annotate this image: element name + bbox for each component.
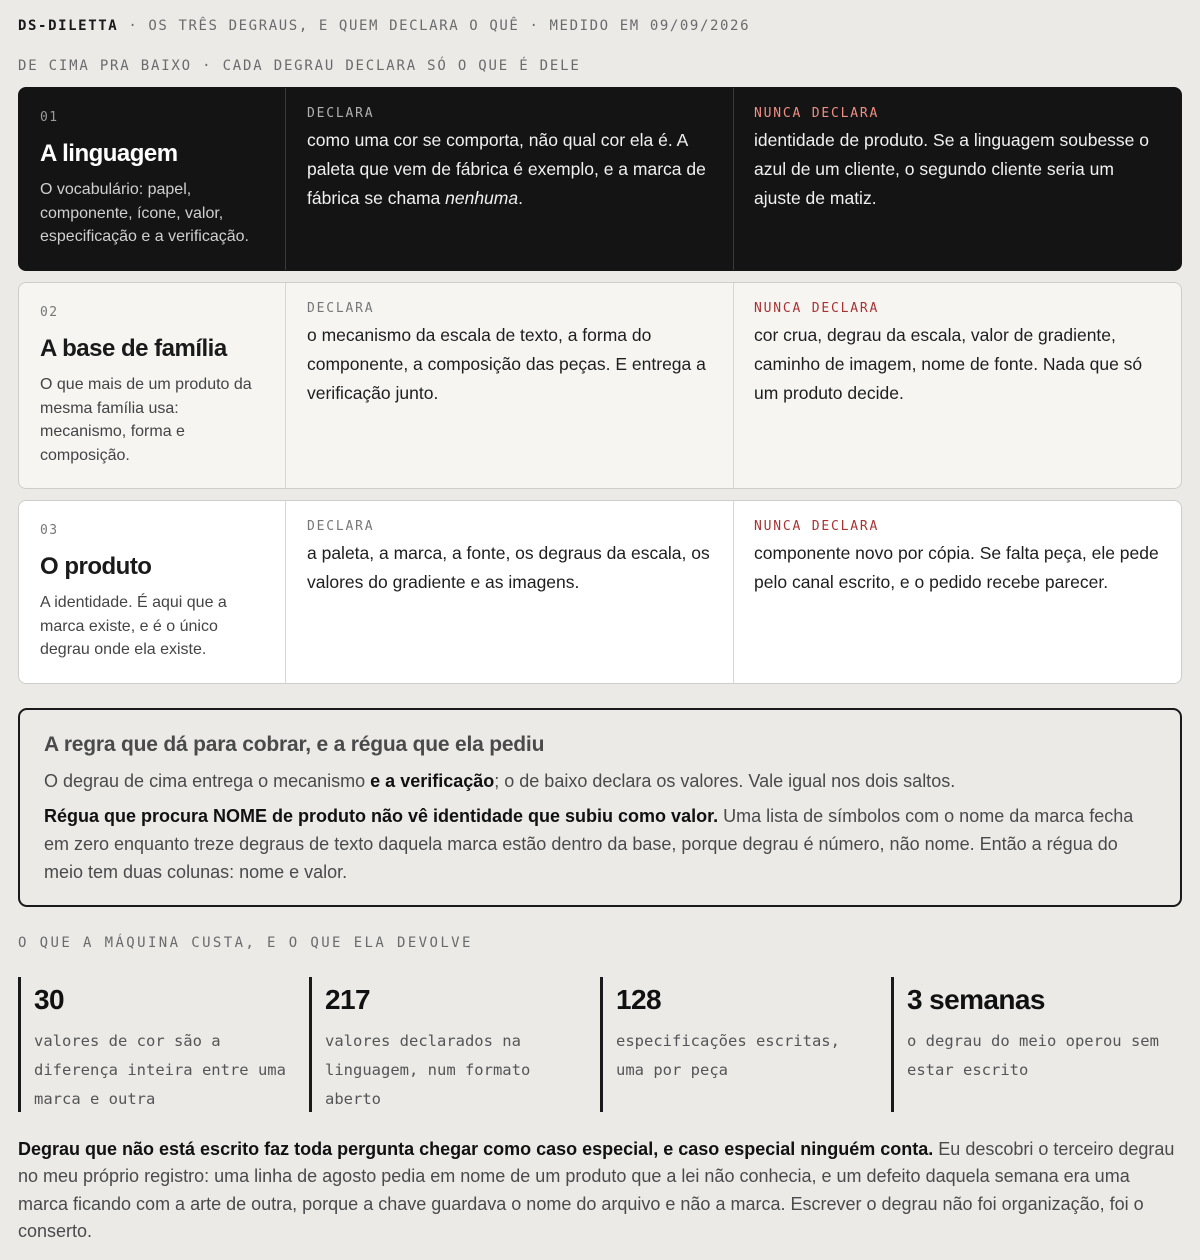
rule-paragraph-1 [44, 767, 1156, 795]
rule-title: A regra que dá para cobrar, e a régua que ela pediu [44, 733, 545, 756]
rule-p2-rest: Uma lista de símbolos com o nome da marca fecha em zero enquanto treze degraus de texto daquela marca estão dentro da base, porque degrau é número, não nome. Então a régua do meio tem duas colunas: nome e valor. [44, 806, 1134, 882]
tier-card-produto [18, 500, 1182, 684]
metric-item [309, 977, 600, 1112]
header-meta: · OS TRÊS DEGRAUS, E QUEM DECLARA O QUÊ · MEDIDO EM 09/09/2026 [118, 18, 751, 34]
metrics-section-title: O QUE A MÁQUINA CUSTA, E O QUE ELA DEVOLVE [18, 935, 473, 951]
never-declares-label: NUNCA DECLARA [754, 519, 880, 534]
brand-name: DS-DILETTA [18, 18, 119, 34]
tier-declares [286, 283, 734, 488]
page-header [18, 18, 750, 34]
metric-label: o degrau do meio operou sem estar escrito [907, 1032, 1159, 1079]
rule-p1-end: ; o de baixo declara os valores. Vale igual nos dois saltos. [494, 771, 956, 791]
tier-identity [19, 88, 286, 270]
rule-p1-bold: e a verificação [370, 771, 495, 791]
never-declares-text: componente novo por cópia. Se falta peça, ele pede pelo canal escrito, e o pedido recebe parecer. [754, 543, 1159, 592]
never-declares-label: NUNCA DECLARA [754, 301, 880, 316]
rule-callout [18, 708, 1182, 907]
declares-label: DECLARA [307, 106, 375, 121]
rule-p1-start: O degrau de cima entrega o mecanismo [44, 771, 371, 791]
metric-item [18, 977, 309, 1112]
never-declares-text: cor crua, degrau da escala, valor de gradiente, caminho de imagem, nome de fonte. Nada que só um produto decide. [754, 325, 1143, 403]
tier-declares [286, 501, 734, 683]
tier-number: 01 [40, 110, 59, 125]
rule-p2-bold: Régua que procura NOME de produto não vê identidade que subiu como valor. [44, 806, 719, 826]
tier-card-linguagem [18, 87, 1182, 271]
tier-title: O produto [40, 553, 152, 580]
tier-identity [19, 501, 286, 683]
tier-never-declares [734, 283, 1181, 488]
metric-label: valores de cor são a diferença inteira entre uma marca e outra [34, 1032, 286, 1108]
never-declares-text: identidade de produto. Se a linguagem soubesse o azul de um cliente, o segundo cliente seria um ajuste de matiz. [754, 130, 1150, 208]
tier-number: 03 [40, 523, 59, 538]
tier-declares [286, 88, 734, 270]
tier-identity [19, 283, 286, 488]
declares-label: DECLARA [307, 301, 375, 316]
metric-item [891, 977, 1182, 1112]
closing-rest: Eu descobri o terceiro degrau no meu próprio registro: uma linha de agosto pedia em nome de um produto que a lei não conhecia, e um defeito daquela semana era uma marca ficando com a arte de outra, porque a chave guardava o nome do arquivo e não a marca. Escrever o degrau não foi organização, foi o conserto. [18, 1139, 1175, 1241]
page-subtitle: DE CIMA PRA BAIXO · CADA DEGRAU DECLARA SÓ O QUE É DELE [18, 58, 581, 74]
metrics-row [18, 977, 1182, 1112]
declares-text-end: . [518, 188, 523, 208]
declares-text [307, 126, 713, 213]
metric-label: valores declarados na linguagem, num formato aberto [325, 1032, 531, 1108]
tier-number: 02 [40, 305, 59, 320]
closing-bold: Degrau que não está escrito faz toda pergunta chegar como caso especial, e caso especial ninguém conta. [18, 1139, 934, 1159]
closing-paragraph [18, 1136, 1182, 1245]
tier-card-base-familia [18, 282, 1182, 489]
declares-text: a paleta, a marca, a fonte, os degraus da escala, os valores do gradiente e as imagens. [307, 543, 710, 592]
tier-title: A base de família [40, 335, 227, 362]
declares-text-main: como uma cor se comporta, não qual cor ela é. A paleta que vem de fábrica é exemplo, e a marca de fábrica se chama [307, 130, 706, 208]
declares-label: DECLARA [307, 519, 375, 534]
tier-description: O que mais de um produto da mesma família usa: mecanismo, forma e composição. [40, 376, 252, 464]
tier-never-declares [734, 501, 1181, 683]
metric-label: especificações escritas, uma por peça [616, 1032, 840, 1079]
tier-never-declares [734, 88, 1181, 270]
never-declares-label: NUNCA DECLARA [754, 106, 880, 121]
metric-value: 30 [34, 984, 64, 1015]
tier-description: A identidade. É aqui que a marca existe, e é o único degrau onde ela existe. [40, 594, 227, 658]
metric-item [600, 977, 891, 1112]
metric-value: 217 [325, 984, 370, 1015]
metric-value: 128 [616, 984, 661, 1015]
declares-emphasis: nenhuma [445, 188, 519, 208]
rule-paragraph-2 [44, 802, 1156, 886]
metric-value: 3 semanas [907, 984, 1045, 1015]
tier-description: O vocabulário: papel, componente, ícone, valor, especificação e a verificação. [40, 181, 249, 245]
declares-text: o mecanismo da escala de texto, a forma do componente, a composição das peças. E entrega a verificação junto. [307, 325, 706, 403]
tier-title: A linguagem [40, 140, 178, 167]
